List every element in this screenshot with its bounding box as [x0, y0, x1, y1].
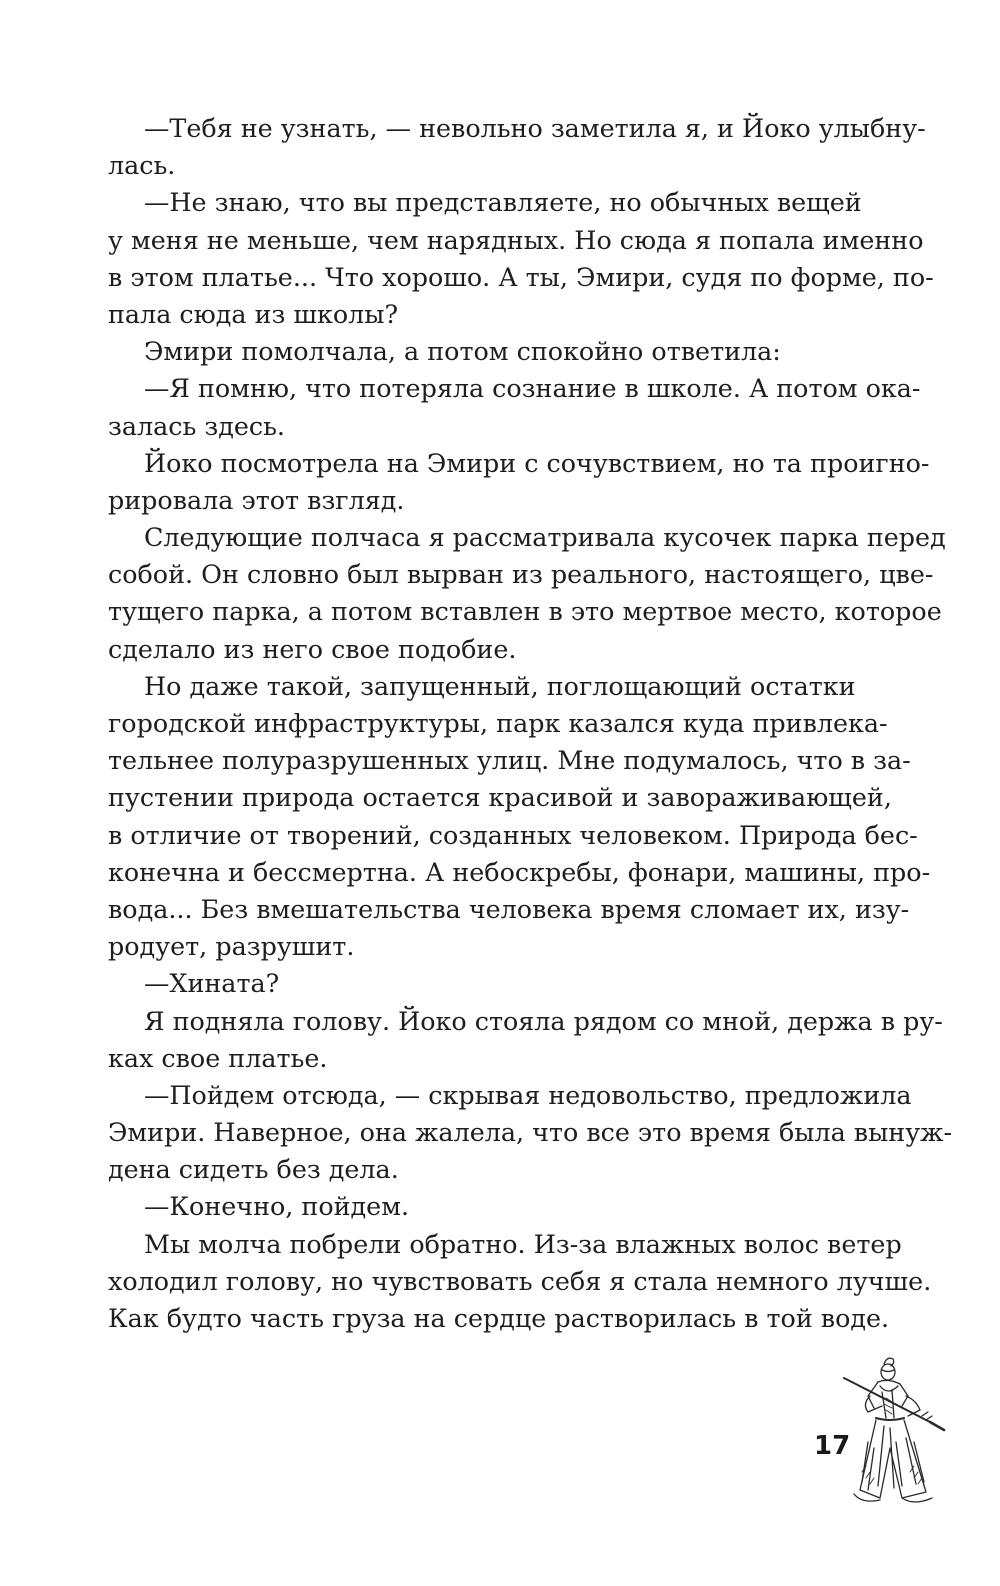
text-line: Следующие полчаса я рассматривала кусочек парка перед	[144, 522, 946, 553]
text-line: сделало из него свое подобие.	[108, 633, 517, 664]
text-line: —Хината?	[144, 968, 280, 999]
text-line: Йоко посмотрела на Эмири с сочувствием, но та проигно-	[144, 447, 930, 478]
text-line: пала сюда из школы?	[108, 298, 399, 329]
text-line: —Конечно, пойдем.	[144, 1191, 410, 1222]
text-line: лась.	[108, 150, 176, 181]
text-line: в этом платье... Что хорошо. А ты, Эмири, судя по форме, по-	[108, 261, 934, 292]
text-line: конечна и бессмертна. А небоскребы, фонари, машины, про-	[108, 856, 931, 887]
text-line: у меня не меньше, чем нарядных. Но сюда я попала именно	[108, 224, 924, 255]
text-line: собой. Он словно был вырван из реального, настоящего, цве-	[108, 559, 934, 590]
text-line: залась здесь.	[108, 410, 285, 441]
page-number: 17	[814, 1431, 851, 1461]
text-line: Эмири. Наверное, она жалела, что все это время была вынуж-	[108, 1117, 953, 1148]
text-line: Эмири помолчала, а потом спокойно ответила:	[144, 336, 781, 367]
text-line: —Тебя не узнать, — невольно заметила я, и Йоко улыбну-	[144, 113, 926, 143]
body-text	[108, 110, 953, 1337]
text-line: вода... Без вмешательства человека время сломает их, изу-	[108, 893, 910, 924]
text-line: Но даже такой, запущенный, поглощающий остатки	[144, 670, 856, 701]
text-line: родует, разрушит.	[108, 931, 355, 962]
text-line: —Пойдем отсюда, — скрывая недовольство, предложила	[144, 1079, 912, 1110]
text-line: в отличие от творений, созданных человеком. Природа бес-	[108, 819, 918, 850]
samurai-illustration-icon	[826, 1352, 956, 1522]
text-line: тущего парка, а потом вставлен в это мертвое место, которое	[108, 596, 942, 627]
text-line: Как будто часть груза на сердце растворилась в той воде.	[108, 1303, 890, 1333]
text-line: Я подняла голову. Йоко стояла рядом со мной, держа в ру-	[144, 1005, 943, 1036]
text-line: рировала этот взгляд.	[108, 484, 405, 515]
text-line: ках свое платье.	[108, 1042, 328, 1073]
text-line: тельнее полуразрушенных улиц. Мне подумалось, что в за-	[108, 745, 911, 776]
text-line: Мы молча побрели обратно. Из-за влажных волос ветер	[144, 1228, 902, 1259]
text-line: холодил голову, но чувствовать себя я стала немного лучше.	[108, 1265, 932, 1296]
text-line: пустении природа остается красивой и завораживающей,	[108, 782, 892, 813]
text-line: дена сидеть без дела.	[108, 1154, 399, 1185]
text-line: —Не знаю, что вы представляете, но обычных вещей	[144, 187, 862, 218]
text-line: городской инфраструктуры, парк казался куда привлека-	[108, 708, 888, 738]
text-line: —Я помню, что потеряла сознание в школе. А потом ока-	[144, 373, 921, 404]
